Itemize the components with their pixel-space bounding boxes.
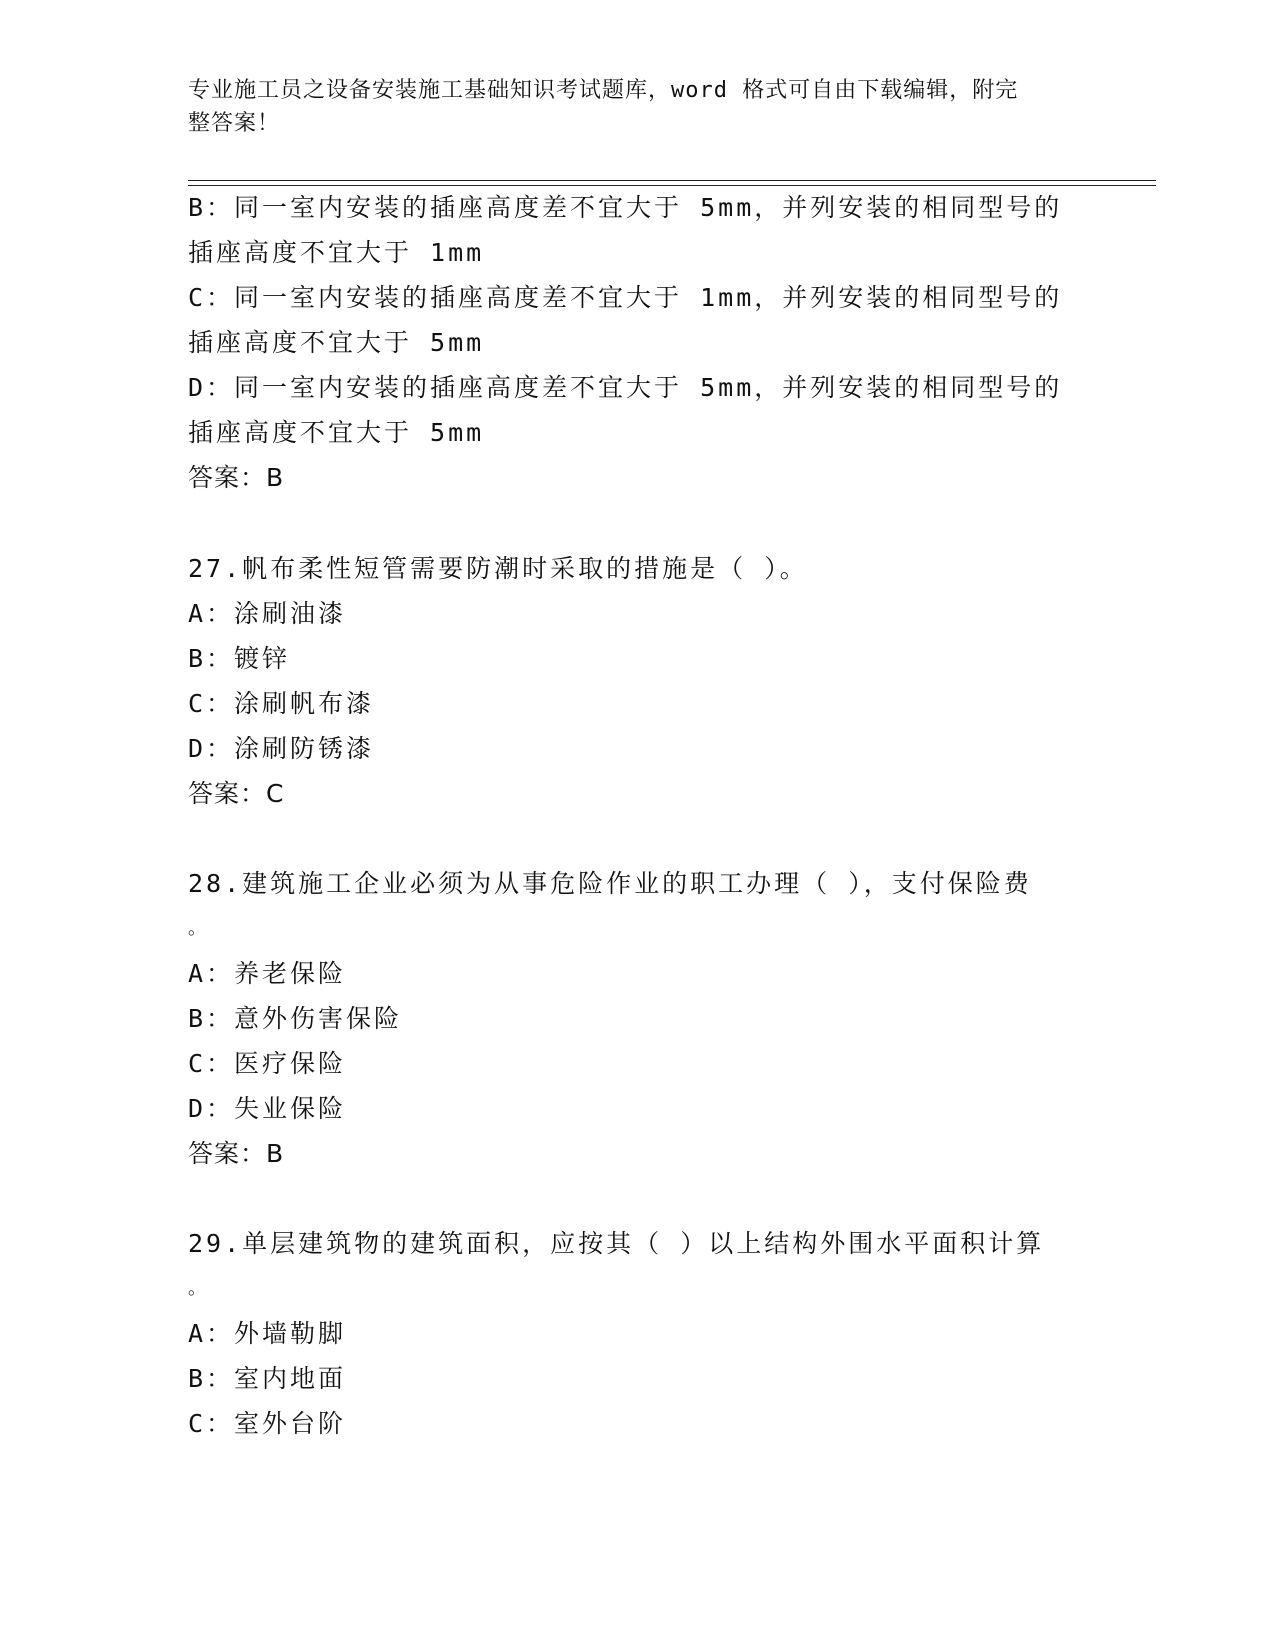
- q28-option-b: B：意外伤害保险: [188, 1004, 403, 1033]
- q29-option-a: A：外墙勒脚: [188, 1319, 347, 1348]
- q26-answer: 答案：B: [188, 463, 285, 492]
- header-line-2: 整答案！: [188, 111, 281, 136]
- q29-option-b: B：室内地面: [188, 1364, 347, 1393]
- q27-option-c: C：涂刷帆布漆: [188, 689, 375, 718]
- q26-option-c-line-1: C：同一室内安装的插座高度差不宜大于 1mm，并列安装的相同型号的: [188, 283, 1063, 312]
- header-divider-bottom: [188, 185, 1156, 186]
- q28-option-a: A：养老保险: [188, 959, 347, 988]
- q26-option-b-line-2: 插座高度不宜大于 1mm: [188, 238, 485, 267]
- q28-option-c: C：医疗保险: [188, 1049, 347, 1078]
- q26-option-c-line-2: 插座高度不宜大于 5mm: [188, 328, 485, 357]
- q29-stem-line-1: 29.单层建筑物的建筑面积，应按其（ ）以上结构外围水平面积计算: [188, 1229, 1045, 1258]
- q27-stem: 27.帆布柔性短管需要防潮时采取的措施是（ ）。: [188, 554, 808, 583]
- header-line-1: 专业施工员之设备安装施工基础知识考试题库，word 格式可自由下载编辑，附完: [188, 78, 1019, 103]
- q26-option-d-line-1: D：同一室内安装的插座高度差不宜大于 5mm，并列安装的相同型号的: [188, 373, 1063, 402]
- header-divider-top: [188, 180, 1156, 181]
- q28-stem-line-2: 。: [188, 918, 209, 939]
- q28-option-d: D：失业保险: [188, 1094, 347, 1123]
- q26-option-d-line-2: 插座高度不宜大于 5mm: [188, 418, 485, 447]
- q27-option-b: B：镀锌: [188, 644, 291, 673]
- q28-answer: 答案：B: [188, 1139, 285, 1168]
- q29-stem-line-2: 。: [188, 1278, 209, 1299]
- document-header: [188, 74, 1078, 140]
- q28-stem-line-1: 28.建筑施工企业必须为从事危险作业的职工办理（ ），支付保险费: [188, 869, 1032, 898]
- q29-option-c: C：室外台阶: [188, 1409, 347, 1438]
- q27-answer: 答案：C: [188, 779, 285, 808]
- q27-option-d: D：涂刷防锈漆: [188, 734, 375, 763]
- q27-option-a: A：涂刷油漆: [188, 599, 347, 628]
- q26-option-b-line-1: B：同一室内安装的插座高度差不宜大于 5mm，并列安装的相同型号的: [188, 193, 1063, 222]
